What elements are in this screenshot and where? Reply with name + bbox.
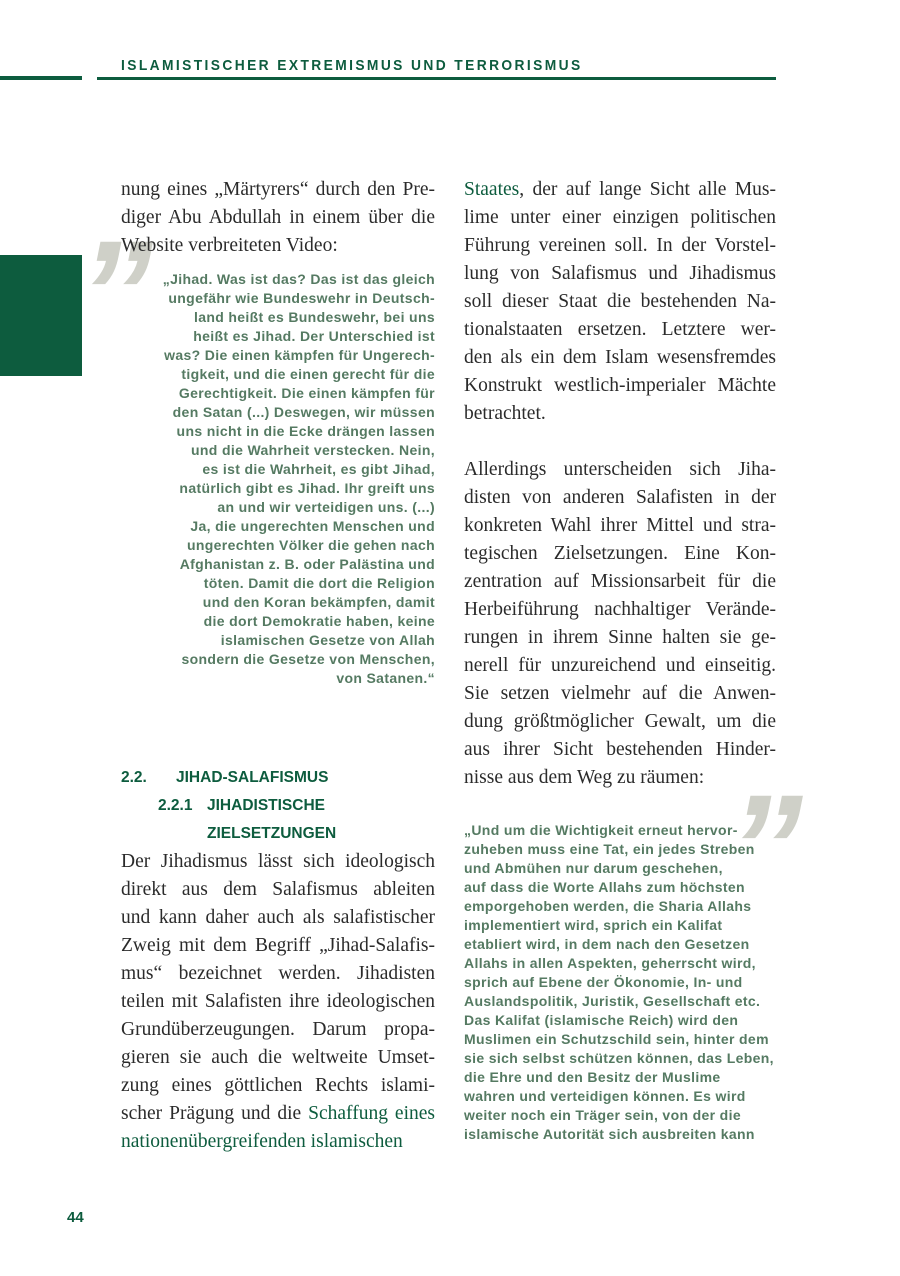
- page-number: 44: [67, 1209, 84, 1226]
- text-line: [464, 736, 776, 764]
- quote-line: töten. Damit die dort die Religion: [203, 575, 435, 591]
- emphasized-term: nationenübergreifenden islamischen: [121, 1131, 403, 1152]
- text-span: nerell für unzureichend und einseitig.: [464, 655, 776, 676]
- text-span: Grundüberzeugungen. Darum propa-: [121, 1019, 435, 1040]
- text-span: disten von anderen Salafisten in der: [464, 487, 776, 508]
- text-span: nung eines „Märtyrers“ durch den Pre-: [121, 179, 435, 200]
- text-line: [121, 932, 435, 960]
- quote-line: emporgehoben werden, die Sharia Allahs: [464, 898, 752, 914]
- quote-line: und die Wahrheit verstecken. Nein,: [191, 442, 435, 458]
- text-line: [121, 1128, 435, 1156]
- quote-line: die Ehre und den Besitz der Muslime: [464, 1069, 721, 1085]
- text-line: [121, 960, 435, 988]
- text-line: [464, 540, 776, 568]
- quote-line: Ja, die ungerechten Menschen und: [190, 518, 435, 534]
- text-span: Website verbreiteten Video:: [121, 235, 338, 256]
- quote-line: tigkeit, und die einen gerecht für die: [181, 366, 435, 382]
- body-paragraph: [464, 176, 776, 428]
- block-quote: [464, 821, 834, 1144]
- text-line: [464, 288, 776, 316]
- quote-mark-icon: ”: [78, 209, 153, 377]
- text-line: [464, 176, 776, 204]
- subsection-heading: JIHADISTISCHE: [207, 797, 325, 814]
- text-span: zung eines göttlichen Rechts islami-: [121, 1075, 435, 1096]
- text-span: dung größtmöglicher Gewalt, um die: [464, 711, 776, 732]
- text-span: den als ein dem Islam wesensfremdes: [464, 347, 776, 368]
- quote-line: auf dass die Worte Allahs zum höchsten: [464, 879, 745, 895]
- section-heading: JIHAD-SALAFISMUS: [176, 769, 329, 786]
- text-line: [464, 204, 776, 232]
- text-span: tegischen Zielsetzungen. Eine Kon-: [464, 543, 776, 564]
- quote-line: den Satan (...) Deswegen, wir müssen: [172, 404, 435, 420]
- quote-line: „Jihad. Was ist das? Das ist das gleich: [162, 271, 435, 287]
- quote-line: was? Die einen kämpfen für Ungerech-: [164, 347, 435, 363]
- text-line: [464, 652, 776, 680]
- body-paragraph: [121, 848, 435, 1156]
- text-span: , der auf lange Sicht alle Mus-: [519, 179, 776, 200]
- text-line: [121, 1044, 435, 1072]
- text-line: [464, 624, 776, 652]
- text-span: konkreten Wahl ihrer Mittel und stra-: [464, 515, 776, 536]
- header-rule: [97, 77, 776, 80]
- quote-line: und Abmühen nur darum geschehen,: [464, 860, 723, 876]
- text-span: Zweig mit dem Begriff „Jihad-Salafis-: [121, 935, 435, 956]
- quote-line: sie sich selbst schützen können, das Leben,: [464, 1050, 774, 1066]
- text-span: rungen in ihrem Sinne halten sie ge-: [464, 627, 776, 648]
- text-line: [464, 764, 776, 792]
- running-header: ISLAMISTISCHER EXTREMISMUS UND TERRORISMUS: [121, 57, 583, 74]
- text-line: [464, 568, 776, 596]
- body-paragraph: [464, 456, 776, 792]
- text-span: zentration auf Missionsarbeit für die: [464, 571, 776, 592]
- text-line: [464, 596, 776, 624]
- quote-line: islamische Autorität sich ausbreiten kann: [464, 1126, 755, 1142]
- quote-line: ungefähr wie Bundeswehr in Deutsch-: [168, 290, 435, 306]
- text-span: lung von Salafismus und Jihadismus: [464, 263, 776, 284]
- quote-line: islamischen Gesetze von Allah: [220, 632, 435, 648]
- quote-line: „Und um die Wichtigkeit erneut hervor-: [464, 822, 738, 838]
- text-span: Allerdings unterscheiden sich Jiha-: [464, 459, 776, 480]
- quote-line: Muslimen ein Schutzschild sein, hinter dem: [464, 1031, 769, 1047]
- text-line: [464, 708, 776, 736]
- block-quote: [90, 270, 435, 688]
- text-span: diger Abu Abdullah in einem über die: [121, 207, 435, 228]
- body-paragraph: [121, 176, 435, 260]
- quote-line: land heißt es Bundeswehr, bei uns: [193, 309, 435, 325]
- text-line: [464, 400, 776, 428]
- text-line: [464, 372, 776, 400]
- quote-line: heißt es Jihad. Der Unterschied ist: [193, 328, 435, 344]
- quote-line: Auslandspolitik, Juristik, Gesellschaft etc.: [464, 993, 761, 1009]
- text-span: teilen mit Salafisten ihre ideologischen: [121, 991, 435, 1012]
- text-span: Konstrukt westlich-imperialer Mächte: [464, 375, 776, 396]
- text-line: [121, 988, 435, 1016]
- text-line: [464, 484, 776, 512]
- text-span: Sie setzen vielmehr auf die Anwen-: [464, 683, 776, 704]
- quote-line: wahren und verteidigen können. Es wird: [464, 1088, 746, 1104]
- quote-line: uns nicht in die Ecke drängen lassen: [176, 423, 435, 439]
- quote-line: es ist die Wahrheit, es gibt Jihad,: [202, 461, 435, 477]
- text-line: [121, 1100, 435, 1128]
- text-line: [121, 876, 435, 904]
- text-line: [464, 260, 776, 288]
- text-span: gieren sie auch die weltweite Umset-: [121, 1047, 435, 1068]
- quote-line: an und wir verteidigen uns. (...): [217, 499, 435, 515]
- text-span: Führung vereinen soll. In der Vorstel-: [464, 235, 776, 256]
- quote-mark-icon: ”: [728, 763, 803, 931]
- text-line: [464, 344, 776, 372]
- margin-accent-block: [0, 255, 82, 376]
- quote-line: weiter noch ein Träger sein, von der die: [464, 1107, 741, 1123]
- emphasized-term: Staates: [464, 179, 520, 200]
- quote-line: Allahs in allen Aspekten, geherrscht wird,: [464, 955, 756, 971]
- text-line: [121, 848, 435, 876]
- text-line: [464, 512, 776, 540]
- text-span: und kann daher auch als salafistischer: [121, 907, 435, 928]
- subsection-number: 2.2.1: [158, 797, 193, 814]
- emphasized-term: Schaffung eines: [308, 1103, 435, 1124]
- text-span: Der Jihadismus lässt sich ideologisch: [121, 851, 435, 872]
- text-line: [121, 904, 435, 932]
- section-number: 2.2.: [121, 769, 147, 786]
- text-span: lime unter einer einzigen politischen: [464, 207, 776, 228]
- text-span: betrachtet.: [464, 403, 546, 424]
- quote-line: Afghanistan z. B. oder Palästina und: [179, 556, 435, 572]
- quote-line: Gerechtigkeit. Die einen kämpfen für: [178, 385, 435, 401]
- text-line: [464, 232, 776, 260]
- text-line: [121, 1016, 435, 1044]
- quote-line: etabliert wird, in dem nach den Gesetzen: [464, 936, 750, 952]
- quote-line: implementiert wird, sprich ein Kalifat: [464, 917, 723, 933]
- text-span: mus“ bezeichnet werden. Jihadisten: [121, 963, 435, 984]
- text-span: tionalstaaten ersetzen. Letztere wer-: [464, 319, 776, 340]
- text-span: nisse aus dem Weg zu räumen:: [464, 767, 705, 788]
- quote-line: von Satanen.“: [336, 670, 435, 686]
- text-line: [121, 176, 435, 204]
- text-line: [464, 456, 776, 484]
- quote-line: und den Koran bekämpfen, damit: [202, 594, 435, 610]
- header-rule-left: [0, 76, 82, 80]
- text-line: [464, 680, 776, 708]
- text-span: aus ihrer Sicht bestehenden Hinder-: [464, 739, 776, 760]
- quote-line: Das Kalifat (islamische Reich) wird den: [464, 1012, 739, 1028]
- text-line: [121, 232, 435, 260]
- quote-line: sprich auf Ebene der Ökonomie, In- und: [464, 974, 743, 990]
- quote-line: sondern die Gesetze von Menschen,: [181, 651, 435, 667]
- quote-line: zuheben muss eine Tat, ein jedes Streben: [464, 841, 755, 857]
- subsection-heading-cont: ZIELSETZUNGEN: [207, 825, 337, 842]
- text-span: direkt aus dem Salafismus ableiten: [121, 879, 435, 900]
- text-span: scher Prägung und die: [121, 1103, 309, 1124]
- text-line: [464, 316, 776, 344]
- text-line: [121, 1072, 435, 1100]
- quote-line: natürlich gibt es Jihad. Ihr greift uns: [179, 480, 435, 496]
- text-span: Herbeiführung nachhaltiger Verände-: [464, 599, 776, 620]
- text-span: soll dieser Staat die bestehenden Na-: [464, 291, 776, 312]
- quote-line: die dort Demokratie haben, keine: [203, 613, 435, 629]
- quote-line: ungerechten Völker die gehen nach: [186, 537, 435, 553]
- text-line: [121, 204, 435, 232]
